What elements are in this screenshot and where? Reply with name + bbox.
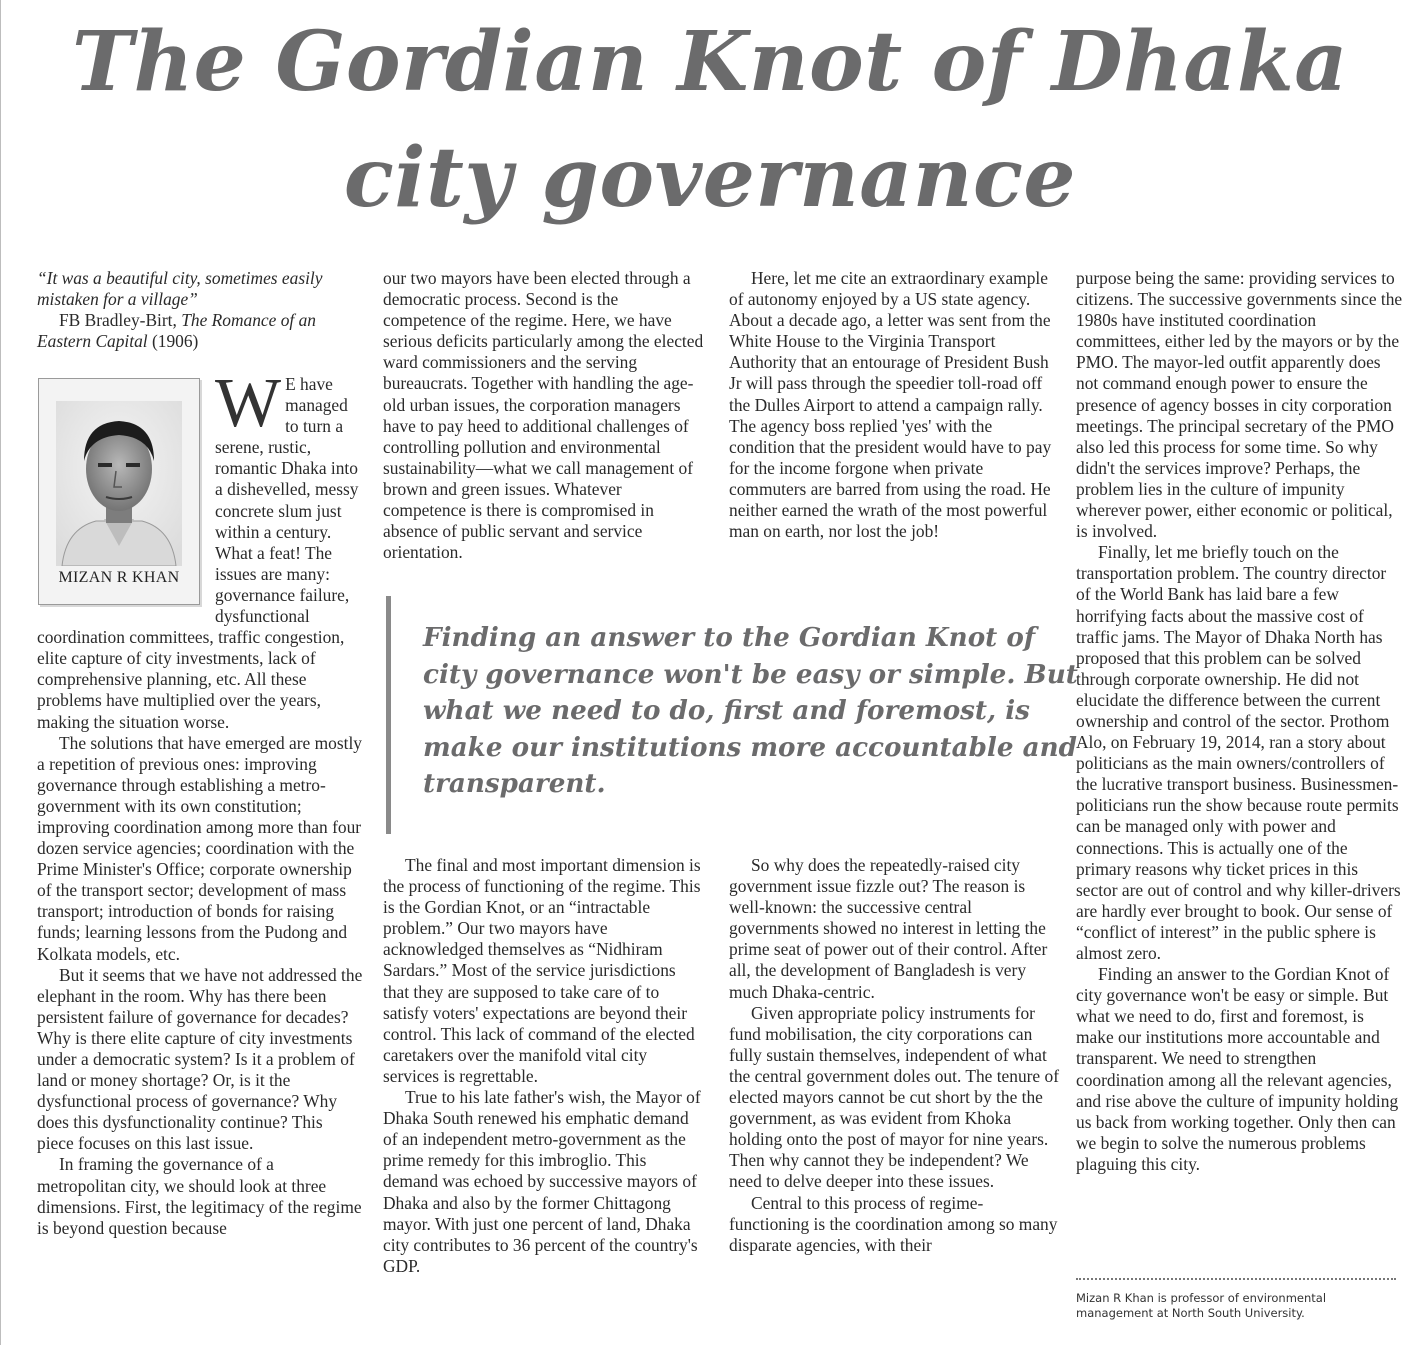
author-bio-line-1: Mizan R Khan is professor of environmental [1076, 1291, 1327, 1305]
pullquote-bar [386, 596, 391, 834]
col2-top-paragraph-1: our two mayors have been elected through a democratic process. Second is the competence of the regime. Here, we have serious deficits particularly among the elected ward commissioners and the serving bureaucrats. Together with handling the age-old urban issues, the corporation managers have to pay heed to additional challenges of controlling pollution and environmental sustainability—what we call management of brown and green issues. Whatever competence is there is compromised in absence of public servant and service orientation. [383, 268, 704, 563]
headline-line-1: The Gordian Knot of Dhaka [72, 14, 1348, 110]
epigraph-year: (1906) [147, 331, 199, 352]
col4-paragraph-1: purpose being the same: providing services to citizens. The successive governments since the 1980s have instituted coordination committees, either led by the mayors or by the PMO. The mayor-led outfit apparently does not command enough power to ensure the presence of agency bosses in city corporation meetings. The principal secretary of the PMO also led this process for some time. So why didn't the services improve? Perhaps, the problem lies in the culture of impunity wherever power, either economic or political, is involved. [1076, 268, 1403, 542]
page-edge-rule [0, 0, 1, 1345]
col4-paragraph-3: Finding an answer to the Gordian Knot of city governance won't be easy or simple. But what we need to do, first and foremost, is make our institutions more accountable and transparent. We need to strengthen coordination among all the relevant agencies, and rise above the culture of impunity holding us back from working together. Only then can we begin to solve the numerous problems plaguing this city. [1076, 964, 1399, 1174]
pullquote-line-2: city governance won't be easy or simple. But [423, 658, 1078, 690]
col4-paragraph-2: Finally, let me briefly touch on the transportation problem. The country director of the World Bank has laid bare a few horrifying facts about the massive cost of traffic jams. The Mayor of Dhaka North has proposed that this problem can be solved through corporate ownership. He did not elucidate the difference between the current ownership and control of the sector. Prothom Alo, on February 19, 2014, ran a story about politicians as the main owners/controllers of the lucrative transport business. Businessmen-politicians run the show because route permits can be managed only with power and connections. This is actually one of the primary reasons why ticket prices in this sector are out of control and why killer-drivers are hardly ever brought to book. Our sense of “conflict of interest” in the public sphere is almost zero. [1076, 542, 1401, 963]
col3-bottom-paragraph-2: Given appropriate policy instruments for fund mobilisation, the city corporations can fully sustain themselves, independent of what the central government doles out. The tenure of elected mayors cannot be cut short by the the government, as was evident from Khoka holding onto the post of mayor for nine years. Then why cannot they be independent? We need to delve deeper into these issues. [729, 1002, 1059, 1192]
lead-paragraph-text: E have managed to turn a serene, rustic, romantic Dhaka into a dishevelled, messy concrete slum just within a century. What a feat! The issues are many: governance failure, dysfunctional coordination committees, traffic congestion, elite capture of city investments, lack of comprehensive planning, etc. All these problems have multiplied over the years, making the situation worse. [37, 374, 359, 732]
pullquote-line-1: Finding an answer to the Gordian Knot of [423, 622, 1036, 653]
dropcap-letter: W [215, 365, 282, 442]
epigraph-quote: “It was a beautiful city, sometimes easily mistaken for a village” [37, 268, 323, 310]
headline-line-2: city governance [343, 130, 1077, 226]
pullquote [423, 620, 1078, 803]
headline [20, 4, 1400, 236]
col3-bottom-paragraph-3: Central to this process of regime-functioning is the coordination among so many disparate agencies, with their [729, 1192, 1058, 1255]
epigraph-source [37, 310, 337, 352]
col1-paragraph-3: But it seems that we have not addressed the elephant in the room. Why has there been persistent failure of governance for decades? Why is there elite capture of city investments under a democratic system? Is it a problem of land or money shortage? Or, is it the dysfunctional process of governance? Why does this dysfunctionality continue? This piece focuses on this last issue. [37, 964, 363, 1154]
col2-bottom-paragraph-1: The final and most important dimension is the process of functioning of the regime. This is the Gordian Knot, or an “intractable problem.” Our two mayors have acknowledged themselves as “Nidhiram Sardars.” Most of the service jurisdictions that they are supposed to take care of to satisfy voters' expectations are beyond their control. This lack of command of the elected caretakers over the manifold vital city services is regrettable. [383, 855, 701, 1086]
epigraph-book: The Romance of an Eastern Capital [37, 310, 316, 352]
bio-divider [1076, 1278, 1396, 1280]
pullquote-line-4: make our institutions more accountable and [423, 731, 1077, 763]
photo-wrap-spacer [37, 374, 215, 616]
column-1-body [37, 365, 363, 1239]
author-bio-line-2: management at North South University. [1076, 1305, 1305, 1320]
author-name-caption: MIZAN R KHAN [58, 569, 180, 586]
column-2-top [383, 268, 705, 563]
column-4 [1076, 268, 1403, 1175]
pullquote-line-3: what we need to do, first and foremost, is [423, 695, 1030, 726]
col1-paragraph-4: In framing the governance of a metropolitan city, we should look at three dimensions. First, the legitimacy of the regime is beyond question because [37, 1154, 362, 1238]
column-3-bottom [729, 855, 1059, 1256]
col3-top-paragraph-1: Here, let me cite an extraordinary example of autonomy enjoyed by a US state agency. About a decade ago, a letter was sent from the White House to the Virginia Transport Authority that an entourage of President Bush Jr will pass through the speedier toll-road off the Dulles Airport to attend a campaign rally. The agency boss replied 'yes' with the condition that the president would have to pay for the income forgone when private commuters are barred from using the road. He neither earned the wrath of the most powerful man on earth, nor lost the job! [729, 268, 1052, 542]
epigraph [37, 268, 337, 352]
col3-bottom-paragraph-1: So why does the repeatedly-raised city government issue fizzle out? The reason is well-known: the successive central governments showed no interest in letting the prime seat of power out of their control. After all, the development of Bangladesh is very much Dhaka-centric. [729, 855, 1048, 1002]
pullquote-line-5: transparent. [423, 768, 606, 799]
column-2-bottom [383, 855, 705, 1277]
col2-bottom-paragraph-2: True to his late father's wish, the Mayor of Dhaka South renewed his emphatic demand of an independent metro-government as the prime remedy for this imbroglio. This demand was echoed by successive mayors of Dhaka and also by the former Chittagong mayor. With just one percent of land, Dhaka city contributes to 36 percent of the country's GDP. [383, 1087, 701, 1276]
column-3-top [729, 268, 1059, 542]
col1-paragraph-2: The solutions that have emerged are mostly a repetition of previous ones: improving governance through establishing a metro-government with its own constitution; improving coordination among more than four dozen service agencies; coordination with the Prime Minister's Office; corporate ownership of the transport sector; development of mass transport; introduction of bonds for raising funds; learning lessons from the Pudong and Kolkata models, etc. [37, 732, 362, 964]
author-bio [1076, 1291, 1403, 1320]
epigraph-author: FB Bradley-Birt, [59, 310, 182, 331]
